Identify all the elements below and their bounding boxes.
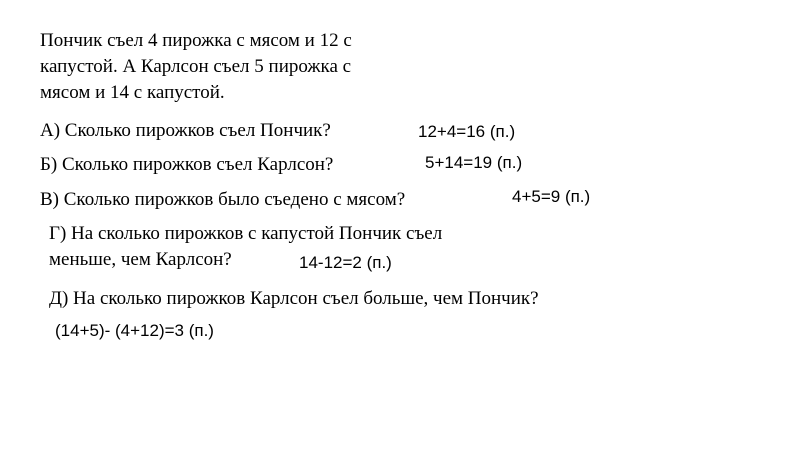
question-b: Б) Сколько пирожков съел Карлсон? (40, 154, 334, 175)
problem-statement (40, 28, 352, 106)
question-g-line: Г) На сколько пирожков с капустой Пончик съел (49, 223, 443, 244)
answer-b: 5+14=19 (п.) (425, 153, 523, 172)
answer-a: 12+4=16 (п.) (418, 122, 516, 141)
question-g-line: меньше, чем Карлсон? (49, 249, 232, 270)
problem-line: Пончик съел 4 пирожка с мясом и 12 с (40, 30, 352, 51)
answer-g: 14-12=2 (п.) (299, 253, 392, 272)
answer-d: (14+5)- (4+12)=3 (п.) (55, 321, 214, 340)
problem-line: капустой. А Карлсон съел 5 пирожка с (40, 56, 352, 77)
answer-v: 4+5=9 (п.) (512, 187, 591, 206)
problem-line: мясом и 14 с капустой. (40, 82, 225, 103)
question-v: В) Сколько пирожков было съедено с мясом? (40, 189, 406, 210)
question-d: Д) На сколько пирожков Карлсон съел больше, чем Пончик? (49, 288, 539, 309)
question-a: А) Сколько пирожков съел Пончик? (40, 120, 331, 141)
